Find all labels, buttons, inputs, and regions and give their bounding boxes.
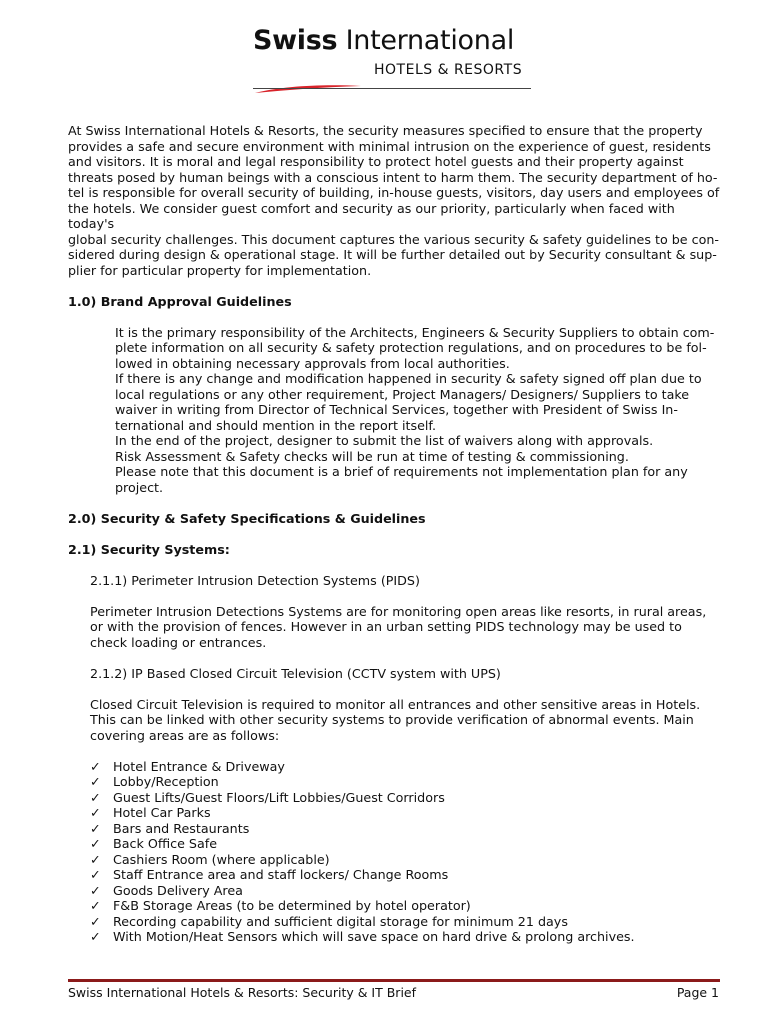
logo-wordmark (253, 24, 514, 58)
checklist-item-text: Back Office Safe (113, 836, 218, 851)
footer-page-number: Page 1 (676, 985, 719, 1000)
pids-subsection (68, 573, 720, 759)
intro-line: global security challenges. This document captures the various security & safety guidelines to be con- (68, 231, 720, 247)
footer-document-title: Swiss International Hotels & Resorts: Security & IT Brief (68, 985, 417, 1000)
intro-line: the hotels. We consider guest comfort and security as our priority, particularly when faced with today's (68, 200, 675, 231)
section-heading-specifications: 2.0) Security & Safety Specifications & Guidelines (68, 510, 426, 526)
logo-swoosh-icon (253, 82, 363, 96)
pids-line: check loading or entrances. (90, 634, 267, 650)
brand-approval-line: local regulations or any other requirement, Project Managers/ Designers/ Suppliers to take (115, 386, 690, 402)
intro-line: plier for particular property for implementation. (68, 262, 372, 278)
checklist-item-text: Hotel Entrance & Driveway (113, 758, 285, 774)
section-heading-brand-approval: 1.0) Brand Approval Guidelines (68, 293, 292, 309)
checklist-item-text: Lobby/Reception (113, 774, 219, 789)
cctv-line: Closed Circuit Television is required to monitor all entrances and other sensitive areas in Hotels. (90, 696, 701, 712)
cctv-line: covering areas are as follows: (90, 727, 280, 743)
check-mark-icon: ✓ (90, 820, 101, 836)
check-mark-icon: ✓ (90, 851, 101, 867)
intro-line: threats posed by human beings with a conscious intent to harm them. The security department of ho- (68, 169, 718, 185)
logo-tagline: HOTELS & RESORTS (374, 62, 523, 78)
checklist-item (90, 898, 720, 914)
intro-line: and visitors. It is moral and legal responsibility to protect hotel guests and their property against (68, 154, 684, 169)
cctv-title: 2.1.2) IP Based Closed Circuit Television (CCTV system with UPS) (90, 665, 501, 681)
checklist-item-text: F&B Storage Areas (to be determined by hotel operator) (113, 898, 471, 913)
check-mark-icon: ✓ (90, 913, 101, 929)
logo-brand-rest: International (345, 25, 515, 56)
brand-approval-line: waiver in writing from Director of Technical Services, together with President of Swiss In- (115, 402, 678, 417)
intro-paragraph (68, 123, 720, 278)
check-mark-icon: ✓ (90, 929, 101, 944)
checklist-item-text: With Motion/Heat Sensors which will save space on hard drive & prolong archives. (113, 929, 635, 944)
checklist-item-text: Staff Entrance area and staff lockers/ Change Rooms (113, 867, 449, 882)
logo-divider (253, 88, 531, 89)
check-mark-icon: ✓ (90, 758, 101, 774)
checklist-item (90, 805, 720, 821)
logo-brand-bold: Swiss (253, 25, 338, 56)
checklist-item-text: Goods Delivery Area (113, 882, 243, 898)
checklist-item (90, 883, 720, 899)
checklist-item-text: Guest Lifts/Guest Floors/Lift Lobbies/Guest Corridors (113, 789, 445, 805)
checklist-item (90, 929, 720, 945)
brand-approval-line: It is the primary responsibility of the Architects, Engineers & Security Suppliers to obtain com- (115, 324, 715, 340)
checklist-item (90, 774, 720, 790)
checklist-item (90, 867, 720, 883)
brand-approval-line: If there is any change and modification happened in security & safety signed off plan due to (115, 371, 702, 386)
pids-line: or with the provision of fences. However in an urban setting PIDS technology may be used to (90, 619, 682, 634)
intro-line: sidered during design & operational stage. It will be further detailed out by Security consultant & sup- (68, 247, 717, 262)
check-mark-icon: ✓ (90, 774, 101, 789)
cctv-coverage-checklist (68, 759, 720, 945)
check-mark-icon: ✓ (90, 882, 101, 898)
pids-line: Perimeter Intrusion Detections Systems are for monitoring open areas like resorts, in rural areas, (90, 603, 707, 619)
checklist-item-text: Hotel Car Parks (113, 805, 211, 820)
check-mark-icon: ✓ (90, 836, 101, 851)
checklist-item-text: Recording capability and sufficient digital storage for minimum 21 days (113, 913, 568, 929)
brand-approval-line: plete information on all security & safety protection regulations, and on procedures to be fol- (115, 340, 707, 355)
checklist-item-text: Bars and Restaurants (113, 820, 250, 836)
checklist-item (90, 790, 720, 806)
brand-approval-line: Risk Assessment & Safety checks will be run at time of testing & commissioning. (115, 448, 629, 464)
brand-approval-line: In the end of the project, designer to submit the list of waivers along with approvals. (115, 433, 654, 448)
check-mark-icon: ✓ (90, 898, 101, 913)
brand-approval-line: Please note that this document is a brief of requirements not implementation plan for any (115, 464, 688, 479)
checklist-item (90, 821, 720, 837)
checklist-item (90, 914, 720, 930)
section-heading-security-systems: 2.1) Security Systems: (68, 541, 230, 557)
brand-approval-line: lowed in obtaining necessary approvals from local authorities. (115, 355, 510, 371)
intro-line: provides a safe and secure environment with minimal intrusion on the experience of guest, residents (68, 138, 711, 154)
check-mark-icon: ✓ (90, 867, 101, 882)
brand-approval-paragraph (68, 325, 720, 496)
document-body (68, 123, 720, 945)
checklist-item-text: Cashiers Room (where applicable) (113, 851, 330, 867)
brand-approval-line: ternational and should mention in the report itself. (115, 417, 436, 433)
brand-logo (253, 24, 533, 92)
check-mark-icon: ✓ (90, 789, 101, 805)
footer-divider (68, 979, 720, 982)
intro-line: At Swiss International Hotels & Resorts, the security measures specified to ensure that the property (68, 123, 703, 138)
checklist-item (90, 852, 720, 868)
checklist-item (90, 836, 720, 852)
pids-title: 2.1.1) Perimeter Intrusion Detection Systems (PIDS) (90, 572, 420, 588)
cctv-line: This can be linked with other security systems to provide verification of abnormal events. Main (90, 712, 694, 727)
intro-line: tel is responsible for overall security of building, in-house guests, visitors, day users and employees of (68, 185, 720, 200)
brand-approval-line: project. (115, 479, 164, 495)
check-mark-icon: ✓ (90, 805, 101, 820)
checklist-item (90, 759, 720, 775)
